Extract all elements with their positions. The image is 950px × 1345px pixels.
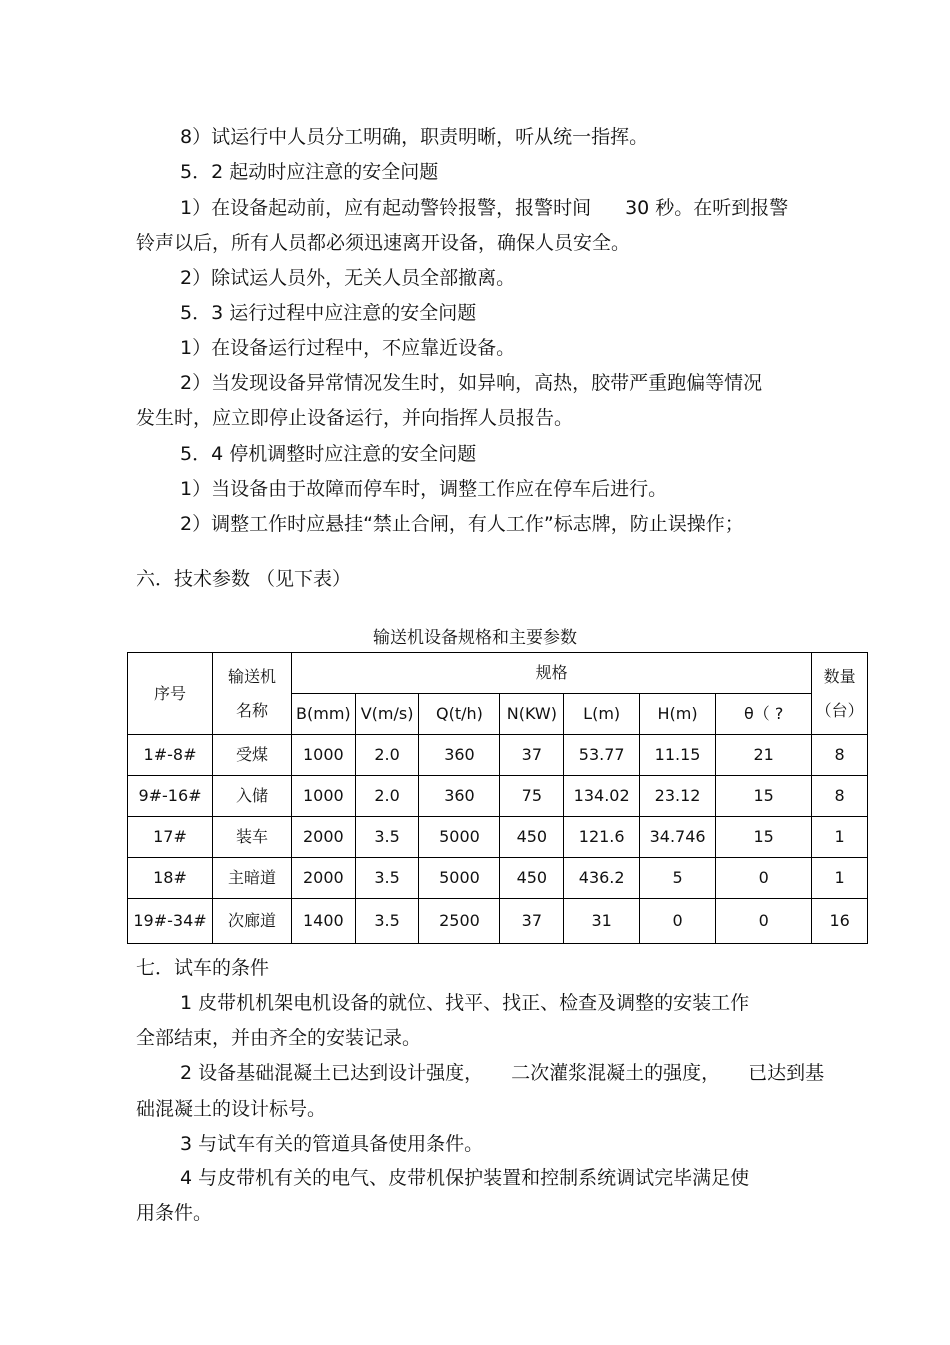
paragraph-5-2-2: 2）除试运人员外，无关人员全部撤离。 <box>180 267 516 289</box>
condition-2-cont: 础混凝土的设计标号。 <box>136 1098 327 1120</box>
table-cell: 0 <box>716 858 812 899</box>
table-cell: 0 <box>640 899 716 944</box>
heading-5-2: 5．2 起动时应注意的安全问题 <box>180 161 439 183</box>
table-cell: 1000 <box>291 735 355 776</box>
header-col: H(m) <box>640 694 716 735</box>
condition-text: 2 设备基础混凝土已达到设计强度， <box>180 1062 484 1084</box>
heading-5-3: 5．3 运行过程中应注意的安全问题 <box>180 302 477 324</box>
table-cell: 17# <box>128 817 213 858</box>
heading-6: 六．技术参数 （见下表） <box>136 568 352 590</box>
table-cell: 3.5 <box>355 817 419 858</box>
table-cell: 8 <box>812 735 868 776</box>
header-col: V(m/s) <box>355 694 419 735</box>
table-cell: 1000 <box>291 776 355 817</box>
table-cell: 入储 <box>213 776 292 817</box>
table-cell: 1 <box>812 817 868 858</box>
table-cell: 5 <box>640 858 716 899</box>
condition-3: 3 与试车有关的管道具备使用条件。 <box>180 1133 484 1155</box>
table-cell: 34.746 <box>640 817 716 858</box>
table-cell: 19#-34# <box>128 899 213 944</box>
table-cell: 2.0 <box>355 776 419 817</box>
table-cell: 53.77 <box>564 735 640 776</box>
header-qty-line1: 数量 <box>823 666 856 686</box>
header-col: θ（ ? <box>716 694 812 735</box>
table-cell: 8 <box>812 776 868 817</box>
paragraph-5-4-2: 2）调整工作时应悬挂“禁止合闸，有人工作”标志牌，防止误操作； <box>180 513 744 535</box>
table-cell: 2000 <box>291 817 355 858</box>
table-cell: 受煤 <box>213 735 292 776</box>
table-cell: 75 <box>500 776 564 817</box>
paragraph-5-2-1-cont: 铃声以后，所有人员都必须迅速离开设备，确保人员安全。 <box>136 232 631 254</box>
table-cell: 5000 <box>419 817 500 858</box>
table-cell: 21 <box>716 735 812 776</box>
paragraph-5-3-2: 2）当发现设备异常情况发生时，如异响，高热，胶带严重跑偏等情况 <box>180 372 763 394</box>
header-col: L(m) <box>564 694 640 735</box>
table-cell: 134.02 <box>564 776 640 817</box>
condition-4-cont: 用条件。 <box>136 1202 213 1224</box>
table-cell: 1 <box>812 858 868 899</box>
header-seq: 序号 <box>128 653 213 735</box>
table-cell: 0 <box>716 899 812 944</box>
table-cell: 5000 <box>419 858 500 899</box>
table-cell: 37 <box>500 735 564 776</box>
spec-table <box>127 652 868 944</box>
header-name <box>213 653 292 735</box>
table-row <box>128 776 868 817</box>
table-cell: 450 <box>500 858 564 899</box>
condition-4: 4 与皮带机有关的电气、皮带机保护装置和控制系统调试完毕满足使 <box>180 1167 750 1189</box>
table-cell: 450 <box>500 817 564 858</box>
condition-text: 已达到基 <box>748 1062 825 1084</box>
condition-2 <box>180 1061 824 1085</box>
header-col: B(mm) <box>291 694 355 735</box>
table-cell: 3.5 <box>355 858 419 899</box>
table-cell: 3.5 <box>355 899 419 944</box>
table-row <box>128 735 868 776</box>
condition-1: 1 皮带机机架电机设备的就位、找平、找正、检查及调整的安装工作 <box>180 992 750 1014</box>
table-cell: 2.0 <box>355 735 419 776</box>
table-cell: 15 <box>716 817 812 858</box>
table-cell: 121.6 <box>564 817 640 858</box>
header-col: N(KW) <box>500 694 564 735</box>
header-qty-line2: （台） <box>815 700 864 720</box>
table-cell: 1#-8# <box>128 735 213 776</box>
table-row <box>128 858 868 899</box>
condition-text: 二次灌浆混凝土的强度， <box>511 1062 721 1084</box>
header-qty <box>812 653 868 735</box>
table-cell: 主暗道 <box>213 858 292 899</box>
table-cell: 15 <box>716 776 812 817</box>
paragraph-5-3-1: 1）在设备运行过程中，不应靠近设备。 <box>180 337 516 359</box>
header-name-line2: 名称 <box>235 700 268 720</box>
table-cell: 9#-16# <box>128 776 213 817</box>
table-caption: 输送机设备规格和主要参数 <box>373 628 577 648</box>
paragraph-5-3-2-cont: 发生时，应立即停止设备运行，并向指挥人员报告。 <box>136 407 574 429</box>
paragraph-5-4-1: 1）当设备由于故障而停车时，调整工作应在停车后进行。 <box>180 478 668 500</box>
table-cell: 11.15 <box>640 735 716 776</box>
table-cell: 436.2 <box>564 858 640 899</box>
header-spec: 规格 <box>291 653 811 694</box>
table-cell: 37 <box>500 899 564 944</box>
table-row <box>128 817 868 858</box>
table-cell: 360 <box>419 776 500 817</box>
table-cell: 18# <box>128 858 213 899</box>
table-cell: 次廊道 <box>213 899 292 944</box>
table-cell: 360 <box>419 735 500 776</box>
table-cell: 31 <box>564 899 640 944</box>
table-cell: 2500 <box>419 899 500 944</box>
paragraph-text: 30 秒。在听到报警 <box>625 197 789 219</box>
table-row <box>128 899 868 944</box>
table-cell: 2000 <box>291 858 355 899</box>
item-8: 8）试运行中人员分工明确，职责明晰，听从统一指挥。 <box>180 126 649 148</box>
heading-7: 七．试车的条件 <box>136 957 270 979</box>
condition-1-cont: 全部结束，并由齐全的安装记录。 <box>136 1027 422 1049</box>
header-col: Q(t/h) <box>419 694 500 735</box>
table-cell: 23.12 <box>640 776 716 817</box>
heading-5-4: 5．4 停机调整时应注意的安全问题 <box>180 443 477 465</box>
table-cell: 16 <box>812 899 868 944</box>
header-name-line1: 输送机 <box>227 666 276 686</box>
table-cell: 1400 <box>291 899 355 944</box>
paragraph-text: 1）在设备起动前，应有起动警铃报警，报警时间 <box>180 197 592 219</box>
paragraph-5-2-1 <box>180 196 788 220</box>
table-cell: 装车 <box>213 817 292 858</box>
